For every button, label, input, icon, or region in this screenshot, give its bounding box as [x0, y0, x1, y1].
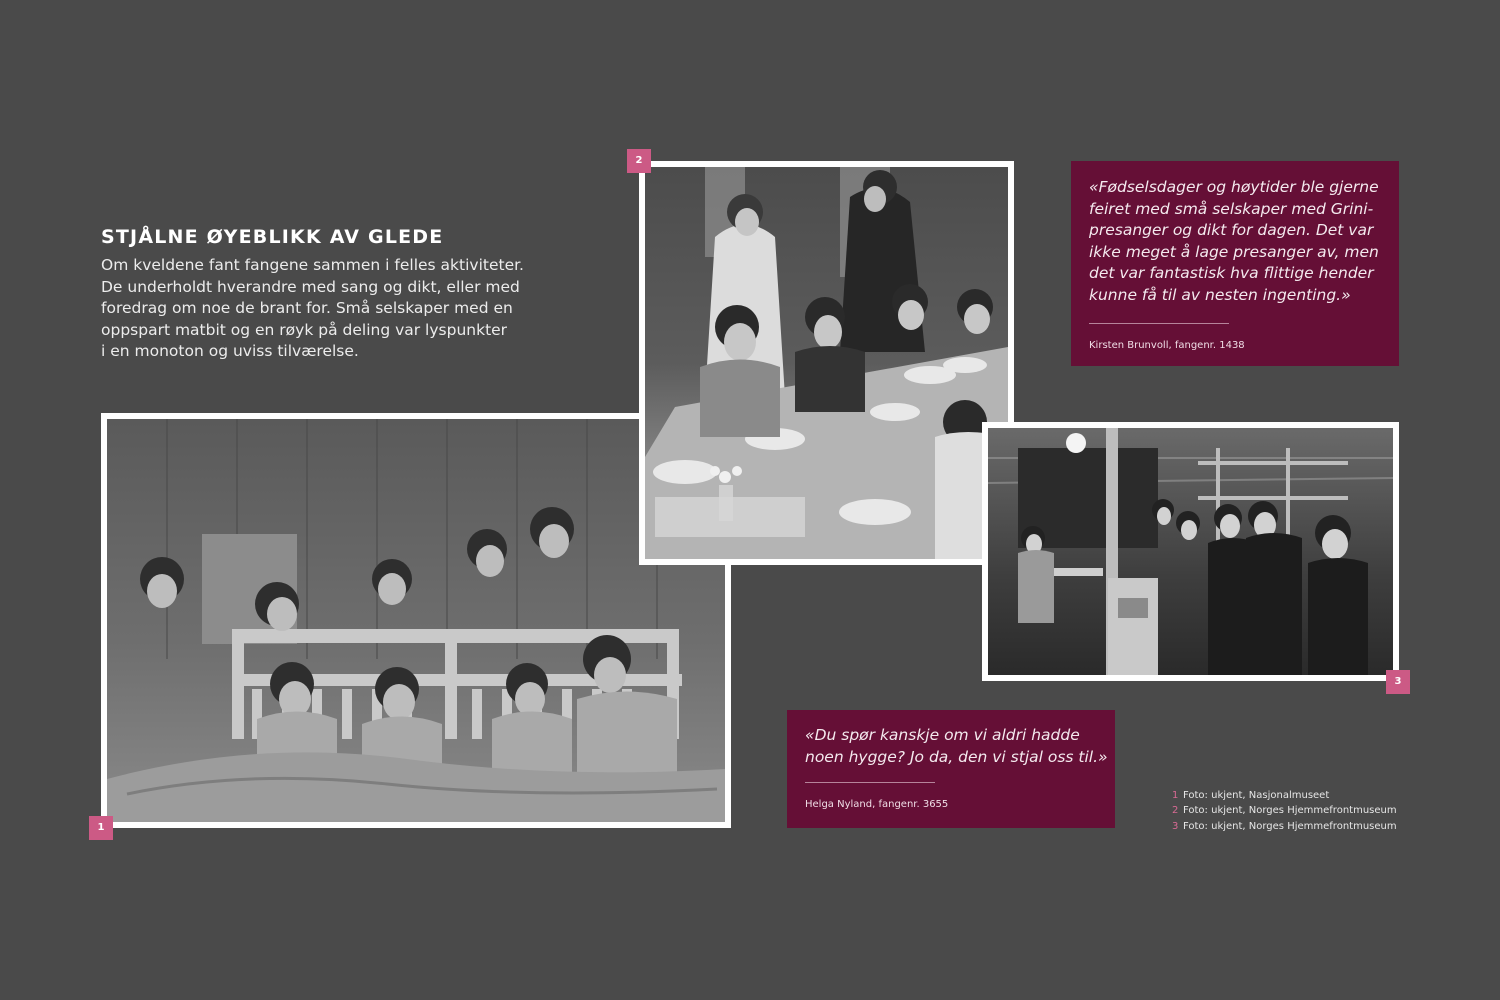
- quote-line: «Du spør kanskje om vi aldri hadde: [805, 726, 1080, 744]
- photo-badge-1: 1: [89, 816, 113, 840]
- quote-divider: [1089, 323, 1229, 324]
- quote-line: ikke meget å lage presanger av, men: [1089, 242, 1379, 261]
- credit-number: 2: [1172, 805, 1179, 817]
- credit-row: [1172, 788, 1397, 803]
- quote-author: Kirsten Brunvoll, fangenr. 1438: [1089, 339, 1245, 351]
- photo-3-barracks-room: [982, 422, 1399, 681]
- quote-divider: [805, 782, 935, 783]
- intro-line: oppspart matbit og en røyk på deling var lyspunkter: [101, 320, 508, 339]
- intro-line: i en monoton og uviss tilværelse.: [101, 342, 359, 361]
- credit-text: Foto: ukjent, Norges Hjemmefrontmuseum: [1183, 820, 1397, 832]
- quote-box-brunvoll: [1071, 161, 1399, 366]
- credit-number: 3: [1172, 820, 1179, 832]
- photo-1-bunk-room: [101, 413, 731, 828]
- intro-line: De underholdt hverandre med sang og dikt, eller med: [101, 277, 520, 296]
- photo-1-image: [107, 419, 725, 822]
- credit-number: 1: [1172, 790, 1179, 801]
- intro-line: foredrag om noe de brant for. Små selskaper med en: [101, 299, 513, 318]
- quote-line: noen hygge? Jo da, den vi stjal oss til.»: [805, 747, 1108, 766]
- photo-credits: [1172, 788, 1397, 834]
- quote-author: Helga Nyland, fangenr. 3655: [805, 799, 949, 811]
- quote-line: «Fødselsdager og høytider ble gjerne: [1089, 178, 1379, 196]
- intro-line: Om kveldene fant fangene sammen i felles aktiviteter.: [101, 256, 524, 274]
- photo-2-image: [645, 167, 1008, 559]
- photo-2-dining-table: [639, 161, 1014, 565]
- quote-line: feiret med små selskaper med Grini-: [1089, 199, 1374, 218]
- section-heading: STJÅLNE ØYEBLIKK AV GLEDE: [101, 226, 444, 248]
- quote-box-nyland: [787, 710, 1115, 828]
- credit-text: Foto: ukjent, Norges Hjemmefrontmuseum: [1183, 805, 1397, 817]
- quote-text: [1089, 177, 1381, 307]
- intro-text: [101, 255, 531, 363]
- credit-row: [1172, 819, 1397, 834]
- quote-line: presanger og dikt for dagen. Det var: [1089, 221, 1374, 240]
- quote-text: [805, 725, 1108, 768]
- quote-line: kunne få til av nesten ingenting.»: [1089, 285, 1351, 304]
- credit-row: [1172, 803, 1397, 818]
- photo-3-image: [988, 428, 1393, 675]
- credit-text: Foto: ukjent, Nasjonalmuseet: [1183, 790, 1330, 801]
- quote-line: det var fantastisk hva flittige hender: [1089, 264, 1374, 283]
- photo-badge-2: 2: [627, 149, 651, 173]
- photo-badge-3: 3: [1386, 670, 1410, 694]
